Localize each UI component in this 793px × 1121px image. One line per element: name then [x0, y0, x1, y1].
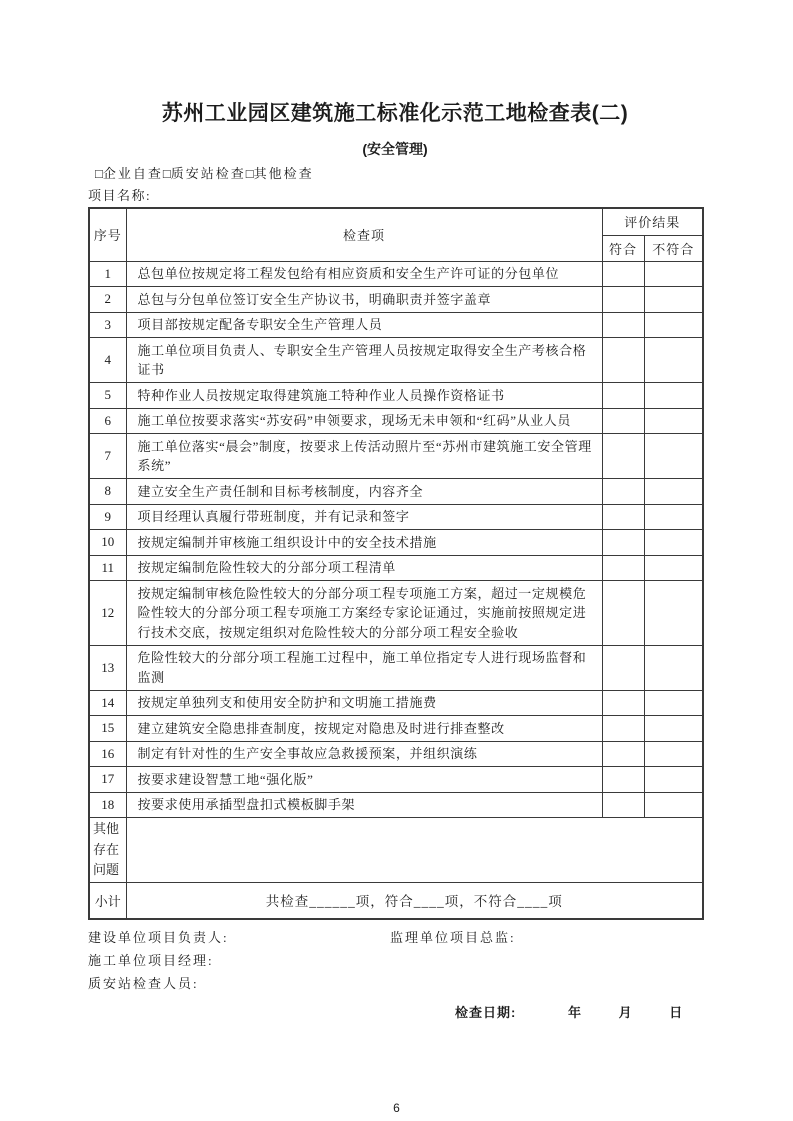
row-number: 9 — [89, 504, 126, 530]
owner-signature-label: 建设单位项目负责人: — [88, 930, 229, 945]
page-number: 6 — [393, 1101, 400, 1115]
fail-result-cell — [644, 581, 703, 646]
check-item-text: 按规定编制危险性较大的分部分项工程清单 — [126, 555, 602, 581]
check-type-label: 企业自查 — [102, 166, 163, 181]
check-item-text: 按规定编制并审核施工组织设计中的安全技术措施 — [126, 530, 602, 556]
date-day-label: 日 — [669, 1005, 683, 1020]
check-type-other — [246, 166, 314, 182]
pass-result-cell — [602, 408, 644, 434]
contractor-signature-label: 施工单位项目经理: — [88, 953, 214, 968]
supervision-signature-label: 监理单位项目总监: — [390, 930, 516, 945]
row-number: 5 — [89, 383, 126, 409]
table-row — [89, 338, 703, 383]
header-item: 检查项 — [126, 208, 602, 261]
row-number: 1 — [89, 261, 126, 287]
page-title: 苏州工业园区建筑施工标准化示范工地检查表(二) — [161, 102, 629, 125]
station-signature-label: 质安站检查人员: — [88, 976, 199, 991]
inspection-table — [88, 207, 704, 920]
table-header — [89, 208, 703, 261]
pass-result-cell — [602, 741, 644, 767]
subtotal-text: 共检查______项，符合____项，不符合____项 — [126, 882, 703, 919]
check-type-station — [163, 166, 246, 182]
table-row — [89, 645, 703, 690]
other-issues-label: 其他存在问题 — [89, 818, 126, 883]
table-row — [89, 408, 703, 434]
checkbox-icon: □ — [162, 166, 171, 181]
check-item-text: 按要求建设智慧工地“强化版” — [126, 767, 602, 793]
row-number: 10 — [89, 530, 126, 556]
signature-block — [88, 929, 702, 1021]
table-row — [89, 434, 703, 479]
row-number: 7 — [89, 434, 126, 479]
check-item-text: 项目经理认真履行带班制度，并有记录和签字 — [126, 504, 602, 530]
row-number: 11 — [89, 555, 126, 581]
other-issues-row — [89, 818, 703, 883]
table-row — [89, 716, 703, 742]
table-row — [89, 479, 703, 505]
table-row — [89, 530, 703, 556]
check-item-text: 施工单位项目负责人、专职安全生产管理人员按规定取得安全生产考核合格证书 — [126, 338, 602, 383]
pass-result-cell — [602, 555, 644, 581]
check-type-enterprise — [95, 166, 163, 182]
row-number: 16 — [89, 741, 126, 767]
row-number: 17 — [89, 767, 126, 793]
fail-result-cell — [644, 530, 703, 556]
subtotal-row — [89, 882, 703, 919]
page-subtitle: (安全管理) — [362, 141, 428, 157]
document-content — [88, 0, 702, 1021]
check-item-text: 制定有针对性的生产安全事故应急救援预案，并组织演练 — [126, 741, 602, 767]
fail-result-cell — [644, 261, 703, 287]
fail-result-cell — [644, 716, 703, 742]
table-row — [89, 504, 703, 530]
row-number: 3 — [89, 312, 126, 338]
pass-result-cell — [602, 792, 644, 818]
pass-result-cell — [602, 530, 644, 556]
checkbox-icon: □ — [245, 166, 254, 181]
fail-result-cell — [644, 555, 703, 581]
date-year-label: 年 — [567, 1005, 581, 1020]
table-row — [89, 383, 703, 409]
table-footer-rows — [89, 818, 703, 920]
date-month-label: 月 — [618, 1005, 632, 1020]
check-item-text: 按要求使用承插型盘扣式模板脚手架 — [126, 792, 602, 818]
pass-result-cell — [602, 716, 644, 742]
row-number: 15 — [89, 716, 126, 742]
table-row — [89, 581, 703, 646]
check-type-label: 其他检查 — [253, 166, 314, 181]
check-item-text: 施工单位落实“晨会”制度，按要求上传活动照片至“苏州市建筑施工安全管理系统” — [126, 434, 602, 479]
check-item-text: 项目部按规定配备专职安全生产管理人员 — [126, 312, 602, 338]
fail-result-cell — [644, 690, 703, 716]
table-row — [89, 792, 703, 818]
row-number: 8 — [89, 479, 126, 505]
table-row — [89, 287, 703, 313]
fail-result-cell — [644, 479, 703, 505]
check-item-text: 建立安全生产责任制和目标考核制度，内容齐全 — [126, 479, 602, 505]
fail-result-cell — [644, 741, 703, 767]
table-row — [89, 312, 703, 338]
row-number: 4 — [89, 338, 126, 383]
check-type-label: 质安站检查 — [170, 166, 246, 181]
pass-result-cell — [602, 312, 644, 338]
fail-result-cell — [644, 408, 703, 434]
table-row — [89, 261, 703, 287]
row-number: 13 — [89, 645, 126, 690]
table-row — [89, 767, 703, 793]
subtotal-label: 小计 — [89, 882, 126, 919]
checklist-body — [89, 261, 703, 818]
check-item-text: 危险性较大的分部分项工程施工过程中，施工单位指定专人进行现场监督和监测 — [126, 645, 602, 690]
fail-result-cell — [644, 312, 703, 338]
fail-result-cell — [644, 434, 703, 479]
pass-result-cell — [602, 287, 644, 313]
header-fail: 不符合 — [644, 235, 703, 261]
pass-result-cell — [602, 504, 644, 530]
check-item-text: 建立建筑安全隐患排查制度，按规定对隐患及时进行排查整改 — [126, 716, 602, 742]
fail-result-cell — [644, 645, 703, 690]
fail-result-cell — [644, 767, 703, 793]
fail-result-cell — [644, 287, 703, 313]
pass-result-cell — [602, 261, 644, 287]
pass-result-cell — [602, 767, 644, 793]
header-index: 序号 — [89, 208, 126, 261]
fail-result-cell — [644, 504, 703, 530]
pass-result-cell — [602, 434, 644, 479]
check-item-text: 总包单位按规定将工程发包给有相应资质和安全生产许可证的分包单位 — [126, 261, 602, 287]
check-item-text: 施工单位按要求落实“苏安码”申领要求，现场无未申领和“红码”从业人员 — [126, 408, 602, 434]
pass-result-cell — [602, 581, 644, 646]
header-result-group: 评价结果 — [602, 208, 703, 235]
row-number: 6 — [89, 408, 126, 434]
inspection-date-line — [455, 1004, 702, 1021]
table-row — [89, 741, 703, 767]
fail-result-cell — [644, 792, 703, 818]
other-issues-blank-cell — [126, 818, 703, 883]
table-row — [89, 690, 703, 716]
inspection-date-label: 检查日期: — [455, 1005, 517, 1020]
checkbox-icon: □ — [95, 166, 103, 181]
fail-result-cell — [644, 383, 703, 409]
table-row — [89, 555, 703, 581]
project-name-label: 项目名称: — [88, 188, 152, 203]
row-number: 12 — [89, 581, 126, 646]
pass-result-cell — [602, 383, 644, 409]
pass-result-cell — [602, 479, 644, 505]
check-type-line — [88, 166, 702, 182]
pass-result-cell — [602, 338, 644, 383]
row-number: 2 — [89, 287, 126, 313]
check-item-text: 特种作业人员按规定取得建筑施工特种作业人员操作资格证书 — [126, 383, 602, 409]
header-pass: 符合 — [602, 235, 644, 261]
check-item-text: 按规定编制审核危险性较大的分部分项工程专项施工方案，超过一定规模危险性较大的分部分项工程专项施工方案经专家论证通过，实施前按照规定进行技术交底，按规定组织对危险性较大的分部分项工程安全验收 — [126, 581, 602, 646]
row-number: 14 — [89, 690, 126, 716]
pass-result-cell — [602, 645, 644, 690]
check-item-text: 总包与分包单位签订安全生产协议书，明确职责并签字盖章 — [126, 287, 602, 313]
row-number: 18 — [89, 792, 126, 818]
fail-result-cell — [644, 338, 703, 383]
check-item-text: 按规定单独列支和使用安全防护和文明施工措施费 — [126, 690, 602, 716]
pass-result-cell — [602, 690, 644, 716]
